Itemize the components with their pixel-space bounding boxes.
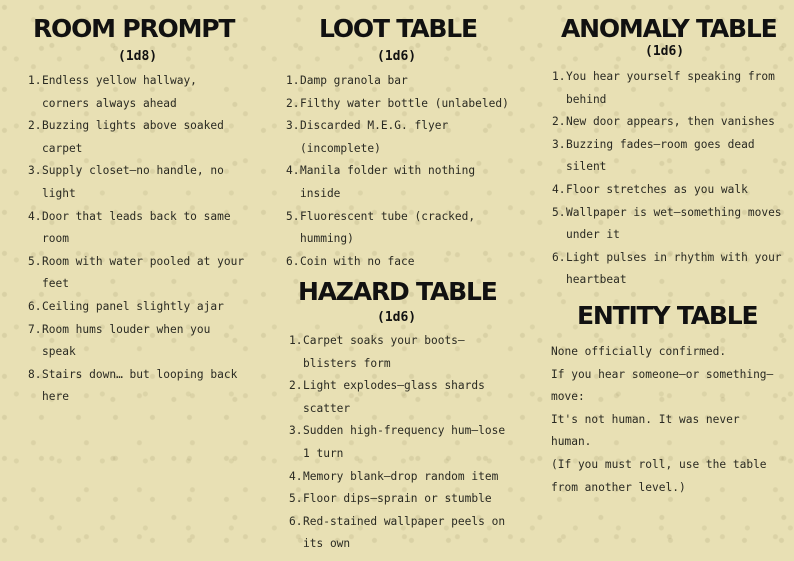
list-item-number: 4.: [286, 164, 300, 178]
anomaly-table-list: [552, 66, 792, 292]
loot-table-list: [286, 70, 548, 273]
list-item-text: Damp granola bar: [300, 74, 408, 87]
list-item-text: Wallpaper is wet—something moves: [566, 205, 782, 219]
list-item-number: 5.: [289, 492, 303, 506]
list-item-text: Light explodes—glass shards: [303, 379, 485, 393]
hazard-table-list: [289, 330, 551, 556]
list-item-text: speak: [42, 345, 76, 359]
list-item-number: 2.: [286, 96, 300, 110]
list-item: [552, 179, 792, 202]
entity-line: None officially confirmed.: [551, 345, 727, 358]
list-item-number: 3.: [552, 137, 566, 151]
list-item: [28, 251, 278, 296]
entity-line: human.: [551, 435, 592, 449]
list-item: [28, 115, 278, 160]
list-item: [552, 134, 792, 179]
list-item-text: under it: [566, 228, 620, 242]
list-item-text: (incomplete): [300, 141, 381, 155]
list-item: [552, 247, 792, 292]
list-item: [552, 202, 792, 247]
list-item: [289, 488, 551, 511]
list-item: [289, 375, 551, 420]
list-item-text: Door that leads back to same: [42, 209, 231, 223]
list-item: [28, 206, 278, 251]
list-item-text: Buzzing lights above soaked: [42, 119, 224, 133]
list-item-number: 1.: [552, 70, 566, 83]
list-item: [28, 319, 278, 364]
list-item-text: blisters form: [303, 356, 391, 370]
entity-table-text: [551, 341, 791, 499]
list-item-text: Red-stained wallpaper peels on: [303, 514, 506, 528]
list-item-text: Floor dips—sprain or stumble: [303, 492, 492, 506]
list-item-number: 4.: [289, 469, 303, 483]
list-item-number: 2.: [552, 115, 566, 129]
entity-table-title: ENTITY TABLE: [577, 301, 758, 330]
list-item-number: 4.: [28, 209, 42, 223]
list-item-text: carpet: [42, 141, 83, 155]
list-item-number: 2.: [28, 119, 42, 133]
list-item-text: inside: [300, 186, 341, 200]
list-item: [289, 330, 551, 375]
list-item-text: Manila folder with nothing: [300, 164, 476, 178]
room-prompt-list: [28, 70, 278, 409]
list-item-text: Endless yellow hallway,: [42, 74, 197, 87]
list-item-number: 5.: [28, 254, 42, 268]
anomaly-table-dice: (1d6): [645, 44, 685, 59]
list-item-text: feet: [42, 277, 69, 291]
list-item: [286, 251, 548, 274]
list-item-number: 6.: [289, 514, 303, 528]
entity-line: move:: [551, 390, 585, 404]
list-item-text: Sudden high-frequency hum—lose: [303, 424, 506, 438]
list-item-number: 4.: [552, 182, 566, 196]
list-item: [28, 296, 278, 319]
list-item: [286, 115, 548, 160]
list-item-text: humming): [300, 232, 354, 246]
loot-table-dice: (1d6): [377, 49, 417, 64]
list-item-number: 3.: [289, 424, 303, 438]
list-item-text: scatter: [303, 401, 351, 415]
list-item: [286, 206, 548, 251]
list-item: [289, 420, 551, 465]
list-item-number: 2.: [289, 379, 303, 393]
anomaly-table-title: ANOMALY TABLE: [561, 14, 777, 43]
list-item-text: Light pulses in rhythm with your: [566, 250, 782, 264]
entity-line: It's not human. It was never: [551, 412, 740, 426]
list-item-text: here: [42, 390, 69, 404]
room-prompt-dice: (1d8): [118, 49, 158, 64]
list-item-text: Memory blank—drop random item: [303, 469, 499, 483]
list-item-text: Filthy water bottle (unlabeled): [300, 96, 509, 110]
list-item-text: its own: [303, 537, 351, 551]
list-item-number: 3.: [286, 119, 300, 133]
list-item: [552, 66, 792, 111]
list-item-text: 1 turn: [303, 446, 344, 460]
list-item-number: 6.: [28, 299, 42, 313]
list-item-number: 8.: [28, 367, 42, 381]
list-item-text: Stairs down… but looping back: [42, 367, 238, 381]
entity-line: If you hear someone—or something—: [551, 367, 774, 381]
list-item-number: 6.: [286, 254, 300, 268]
list-item-number: 1.: [286, 74, 300, 87]
list-item: [286, 93, 548, 116]
list-item: [28, 160, 278, 205]
list-item: [289, 511, 551, 556]
list-item-text: Buzzing fades—room goes dead: [566, 137, 755, 151]
list-item-text: Ceiling panel slightly ajar: [42, 299, 224, 313]
list-item-text: New door appears, then vanishes: [566, 115, 775, 129]
list-item-text: Floor stretches as you walk: [566, 182, 748, 196]
list-item-text: silent: [566, 160, 607, 174]
list-item: [286, 70, 548, 93]
list-item-text: Carpet soaks your boots—: [303, 334, 465, 347]
list-item-number: 1.: [28, 74, 42, 87]
list-item-number: 6.: [552, 250, 566, 264]
list-item-text: Discarded M.E.G. flyer: [300, 119, 449, 133]
list-item-text: You hear yourself speaking from: [566, 70, 775, 83]
list-item-text: Room hums louder when you: [42, 322, 211, 336]
list-item-text: behind: [566, 92, 607, 106]
list-item: [28, 364, 278, 409]
list-item-number: 1.: [289, 334, 303, 347]
entity-line: from another level.): [551, 480, 686, 494]
list-item-text: corners always ahead: [42, 96, 177, 110]
hazard-table-title: HAZARD TABLE: [298, 277, 497, 306]
list-item-number: 3.: [28, 164, 42, 178]
list-item-text: light: [42, 186, 76, 200]
list-item: [552, 111, 792, 134]
list-item-text: Coin with no face: [300, 254, 415, 268]
list-item-number: 5.: [552, 205, 566, 219]
list-item-text: room: [42, 232, 69, 246]
list-item-text: Fluorescent tube (cracked,: [300, 209, 476, 223]
list-item: [28, 70, 278, 115]
list-item: [286, 160, 548, 205]
list-item-text: Room with water pooled at your: [42, 254, 245, 268]
list-item-number: 7.: [28, 322, 42, 336]
list-item-text: Supply closet—no handle, no: [42, 164, 224, 178]
list-item: [289, 466, 551, 489]
room-prompt-title: ROOM PROMPT: [33, 14, 235, 43]
list-item-number: 5.: [286, 209, 300, 223]
loot-table-title: LOOT TABLE: [319, 14, 477, 43]
entity-line: (If you must roll, use the table: [551, 457, 767, 471]
hazard-table-dice: (1d6): [377, 310, 417, 325]
list-item-text: heartbeat: [566, 273, 627, 287]
